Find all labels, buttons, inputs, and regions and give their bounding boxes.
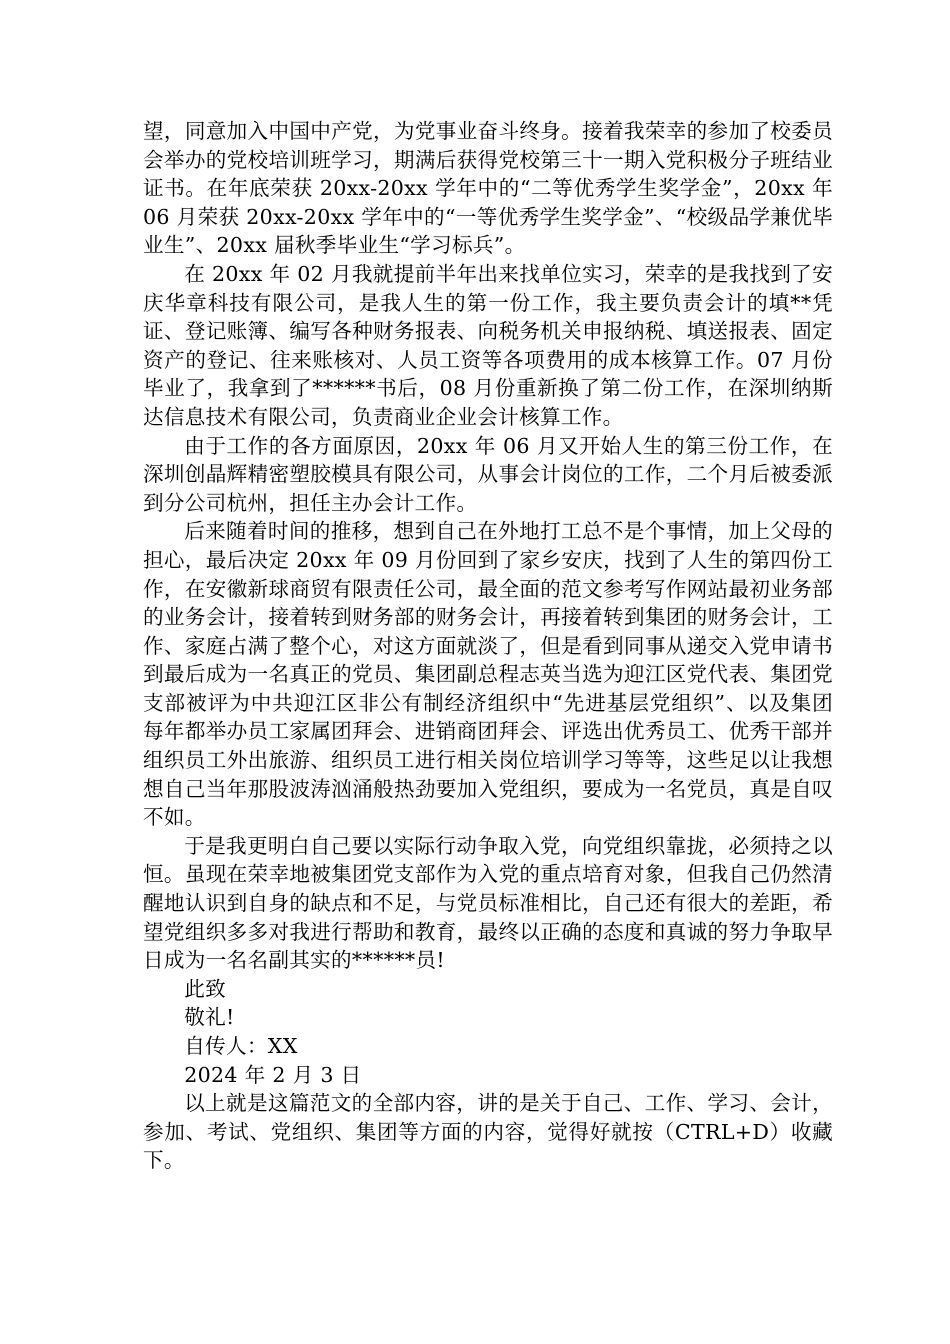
paragraph-3: 由于工作的各方面原因，20xx 年 06 月又开始人生的第三份工作，在深圳创晶辉精密塑胶模具有限公司，从事会计岗位的工作，二个月后被委派到分公司杭州，担任主办会计工作。 [143, 433, 833, 515]
closing-regards: 敬礼! [184, 1005, 235, 1030]
paragraph-4: 后来随着时间的推移，想到自己在外地打工总不是个事情，加上父母的担心，最后决定 20xx 年 09 月份回到了家乡安庆，找到了人生的第四份工作，在安徽新球商贸有限责任公司，最全面的范文参考写作网站最初业务部的业务会计，接着转到财务部的财务会计，再接着转到集团的财务会计，工作、家庭占满了整个心，对这方面就淡了，但是看到同事从递交入党申请书到最后成为一名真正的党员、集团副总程志英当选为迎江区党代表、集团党支部被评为中共迎江区非公有制经济组织中“先进基层党组织”、以及集团每年都举办员工家属团拜会、进销商团拜会、评选出优秀员工、优秀干部并组织员工外出旅游、组织员工进行相关岗位培训学习等等，这些足以让我想想自己当年那股波涛汹涌般热劲要加入党组织，要成为一名党员，真是自叹不如。 [143, 519, 833, 830]
letter-date: 2024 年 2 月 3 日 [184, 1062, 362, 1087]
paragraph-5: 于是我更明白自己要以实际行动争取入党，向党组织靠拢，必须持之以恒。虽现在荣幸地被集团党支部作为入党的重点培育对象，但我自己仍然清醒地认识到自身的缺点和不足，与党员标准相比，自己还有很大的差距，希望党组织多多对我进行帮助和教育，最终以正确的态度和真诚的努力争取早日成为一名名副其实的******员! [143, 833, 833, 973]
closing-salutation: 此致 [184, 976, 226, 1001]
footer-note: 以上就是这篇范文的全部内容，讲的是关于自己、工作、学习、会计，参加、考试、党组织、集团等方面的内容，觉得好就按（CTRL+D）收藏下。 [143, 1091, 833, 1173]
author-signature: 自传人：XX [184, 1034, 298, 1058]
paragraph-1: 望，同意加入中国中产党，为党事业奋斗终身。接着我荣幸的参加了校委员会举办的党校培训班学习，期满后获得党校第三十一期入党积极分子班结业证书。在年底荣获 20xx-20xx 学年中的“二等优秀学生奖学金”，20xx 年 06 月荣获 20xx-20xx 学年中的“一等优秀学生奖学金”、“校级品学兼优毕业生”、20xx 届秋季毕业生“学习标兵”。 [143, 119, 833, 258]
document-body [143, 117, 833, 1175]
paragraph-2: 在 20xx 年 02 月我就提前半年出来找单位实习，荣幸的是我找到了安庆华章科技有限公司，是我人生的第一份工作，我主要负责会计的填**凭证、登记账簿、编写各种财务报表、向税务机关申报纳税、填送报表、固定资产的登记、往来账核对、人员工资等各项费用的成本核算工作。07 月份毕业了，我拿到了******书后，08 月份重新换了第二份工作，在深圳纳斯达信息技术有限公司，负责商业企业会计核算工作。 [143, 261, 833, 429]
